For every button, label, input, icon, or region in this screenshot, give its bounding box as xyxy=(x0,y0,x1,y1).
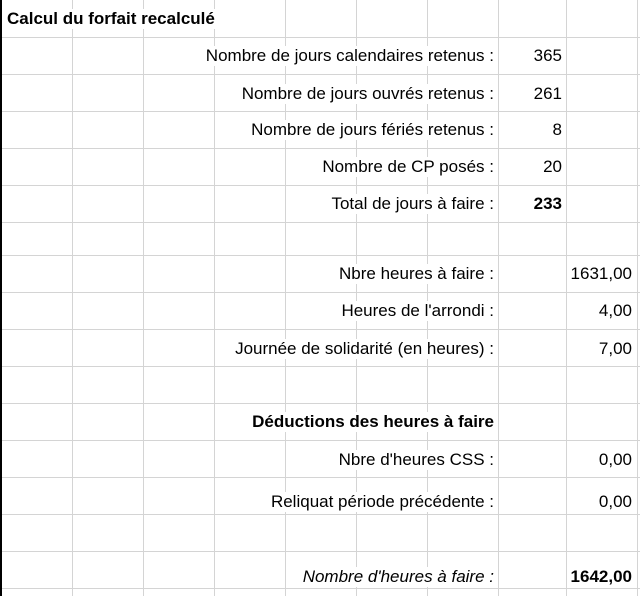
label-jours-calendaires: Nombre de jours calendaires retenus : xyxy=(202,46,494,66)
gridline xyxy=(0,588,640,589)
gridline xyxy=(0,403,640,404)
label-heures-css: Nbre d'heures CSS : xyxy=(335,450,494,470)
gridline xyxy=(143,0,144,596)
value-jours-calendaires[interactable]: 365 xyxy=(530,46,562,66)
value-total-jours[interactable]: 233 xyxy=(530,194,562,214)
value-nombre-heures-a-faire[interactable]: 1642,00 xyxy=(567,567,632,587)
gridline xyxy=(637,0,638,596)
gridline xyxy=(0,37,640,38)
label-total-jours: Total de jours à faire : xyxy=(327,194,494,214)
value-heures-a-faire[interactable]: 1631,00 xyxy=(567,264,632,284)
label-jours-ouvres: Nombre de jours ouvrés retenus : xyxy=(238,84,494,104)
gridline xyxy=(214,0,215,596)
section-header-deductions: Déductions des heures à faire xyxy=(248,412,494,432)
gridline xyxy=(0,111,640,112)
value-heures-css[interactable]: 0,00 xyxy=(595,450,632,470)
value-journee-solidarite[interactable]: 7,00 xyxy=(595,339,632,359)
gridline xyxy=(72,0,73,596)
gridline xyxy=(566,0,567,596)
value-cp-poses[interactable]: 20 xyxy=(539,157,562,177)
gridline xyxy=(0,440,640,441)
sheet-title: Calcul du forfait recalculé xyxy=(7,9,215,28)
gridline xyxy=(0,222,640,223)
gridline xyxy=(0,148,640,149)
gridline xyxy=(498,0,499,596)
label-jours-feries: Nombre de jours fériés retenus : xyxy=(247,120,494,140)
label-nombre-heures-a-faire: Nombre d'heures à faire : xyxy=(299,567,494,587)
gridline xyxy=(0,74,640,75)
sheet-left-border xyxy=(0,0,2,596)
label-journee-solidarite: Journée de solidarité (en heures) : xyxy=(231,339,494,359)
gridline xyxy=(0,514,640,515)
gridline xyxy=(0,551,640,552)
value-reliquat[interactable]: 0,00 xyxy=(595,492,632,512)
gridline xyxy=(0,329,640,330)
label-heures-arrondi: Heures de l'arrondi : xyxy=(337,301,494,321)
gridline xyxy=(0,292,640,293)
gridline xyxy=(0,255,640,256)
value-jours-feries[interactable]: 8 xyxy=(549,120,562,140)
gridline xyxy=(0,366,640,367)
value-jours-ouvres[interactable]: 261 xyxy=(530,84,562,104)
gridline xyxy=(0,477,640,478)
label-reliquat: Reliquat période précédente : xyxy=(267,492,494,512)
label-cp-poses: Nombre de CP posés : xyxy=(318,157,494,177)
label-heures-a-faire: Nbre heures à faire : xyxy=(335,264,494,284)
value-heures-arrondi[interactable]: 4,00 xyxy=(595,301,632,321)
gridline xyxy=(0,185,640,186)
